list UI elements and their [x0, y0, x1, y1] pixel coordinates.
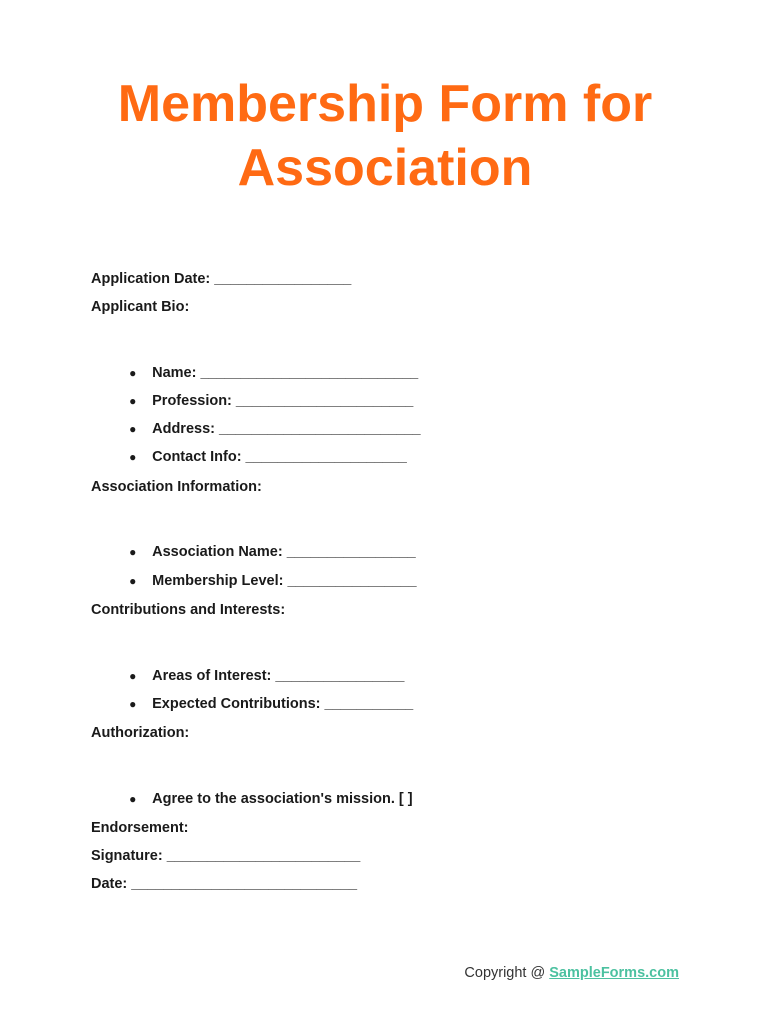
list-item — [113, 677, 413, 731]
membership-level-field: Membership Level: ________________ — [152, 573, 417, 589]
list-item — [113, 430, 407, 484]
list-item — [113, 554, 417, 608]
brand-link[interactable]: SampleForms.com — [549, 965, 679, 981]
contributions-heading: Contributions and Interests: — [91, 602, 286, 618]
address-field: Address: _________________________ — [152, 421, 421, 437]
authorization-heading: Authorization: — [91, 725, 190, 741]
endorsement-heading: Endorsement: — [91, 820, 189, 836]
application-date-field: Application Date: _________________ — [91, 271, 352, 287]
bullet-icon: ● — [129, 422, 137, 436]
areas-of-interest-field: Areas of Interest: ________________ — [152, 668, 405, 684]
association-information-heading: Association Information: — [91, 479, 262, 495]
footer-copyright — [464, 964, 679, 982]
list-item — [113, 772, 413, 826]
bullet-icon: ● — [129, 450, 137, 464]
copyright-text: Copyright @ — [464, 965, 550, 981]
page-title-line-2: Association — [237, 139, 533, 197]
association-name-field: Association Name: ________________ — [152, 544, 416, 560]
bullet-icon: ● — [129, 394, 137, 408]
bullet-icon: ● — [129, 669, 137, 683]
contact-info-field: Contact Info: ____________________ — [152, 449, 407, 465]
bullet-icon: ● — [129, 545, 137, 559]
page-title-line-1: Membership Form for — [117, 75, 653, 133]
date-field: Date: ____________________________ — [91, 876, 358, 892]
bullet-icon: ● — [129, 366, 137, 380]
page-title — [0, 72, 770, 200]
agree-mission-checkbox-label: Agree to the association's mission. [ ] — [152, 791, 413, 807]
name-field: Name: ___________________________ — [152, 365, 419, 381]
expected-contributions-field: Expected Contributions: ___________ — [152, 696, 414, 712]
bullet-icon: ● — [129, 792, 137, 806]
applicant-bio-heading: Applicant Bio: — [91, 299, 190, 315]
signature-field: Signature: ________________________ — [91, 848, 361, 864]
bullet-icon: ● — [129, 574, 137, 588]
bullet-icon: ● — [129, 697, 137, 711]
profession-field: Profession: ______________________ — [152, 393, 414, 409]
